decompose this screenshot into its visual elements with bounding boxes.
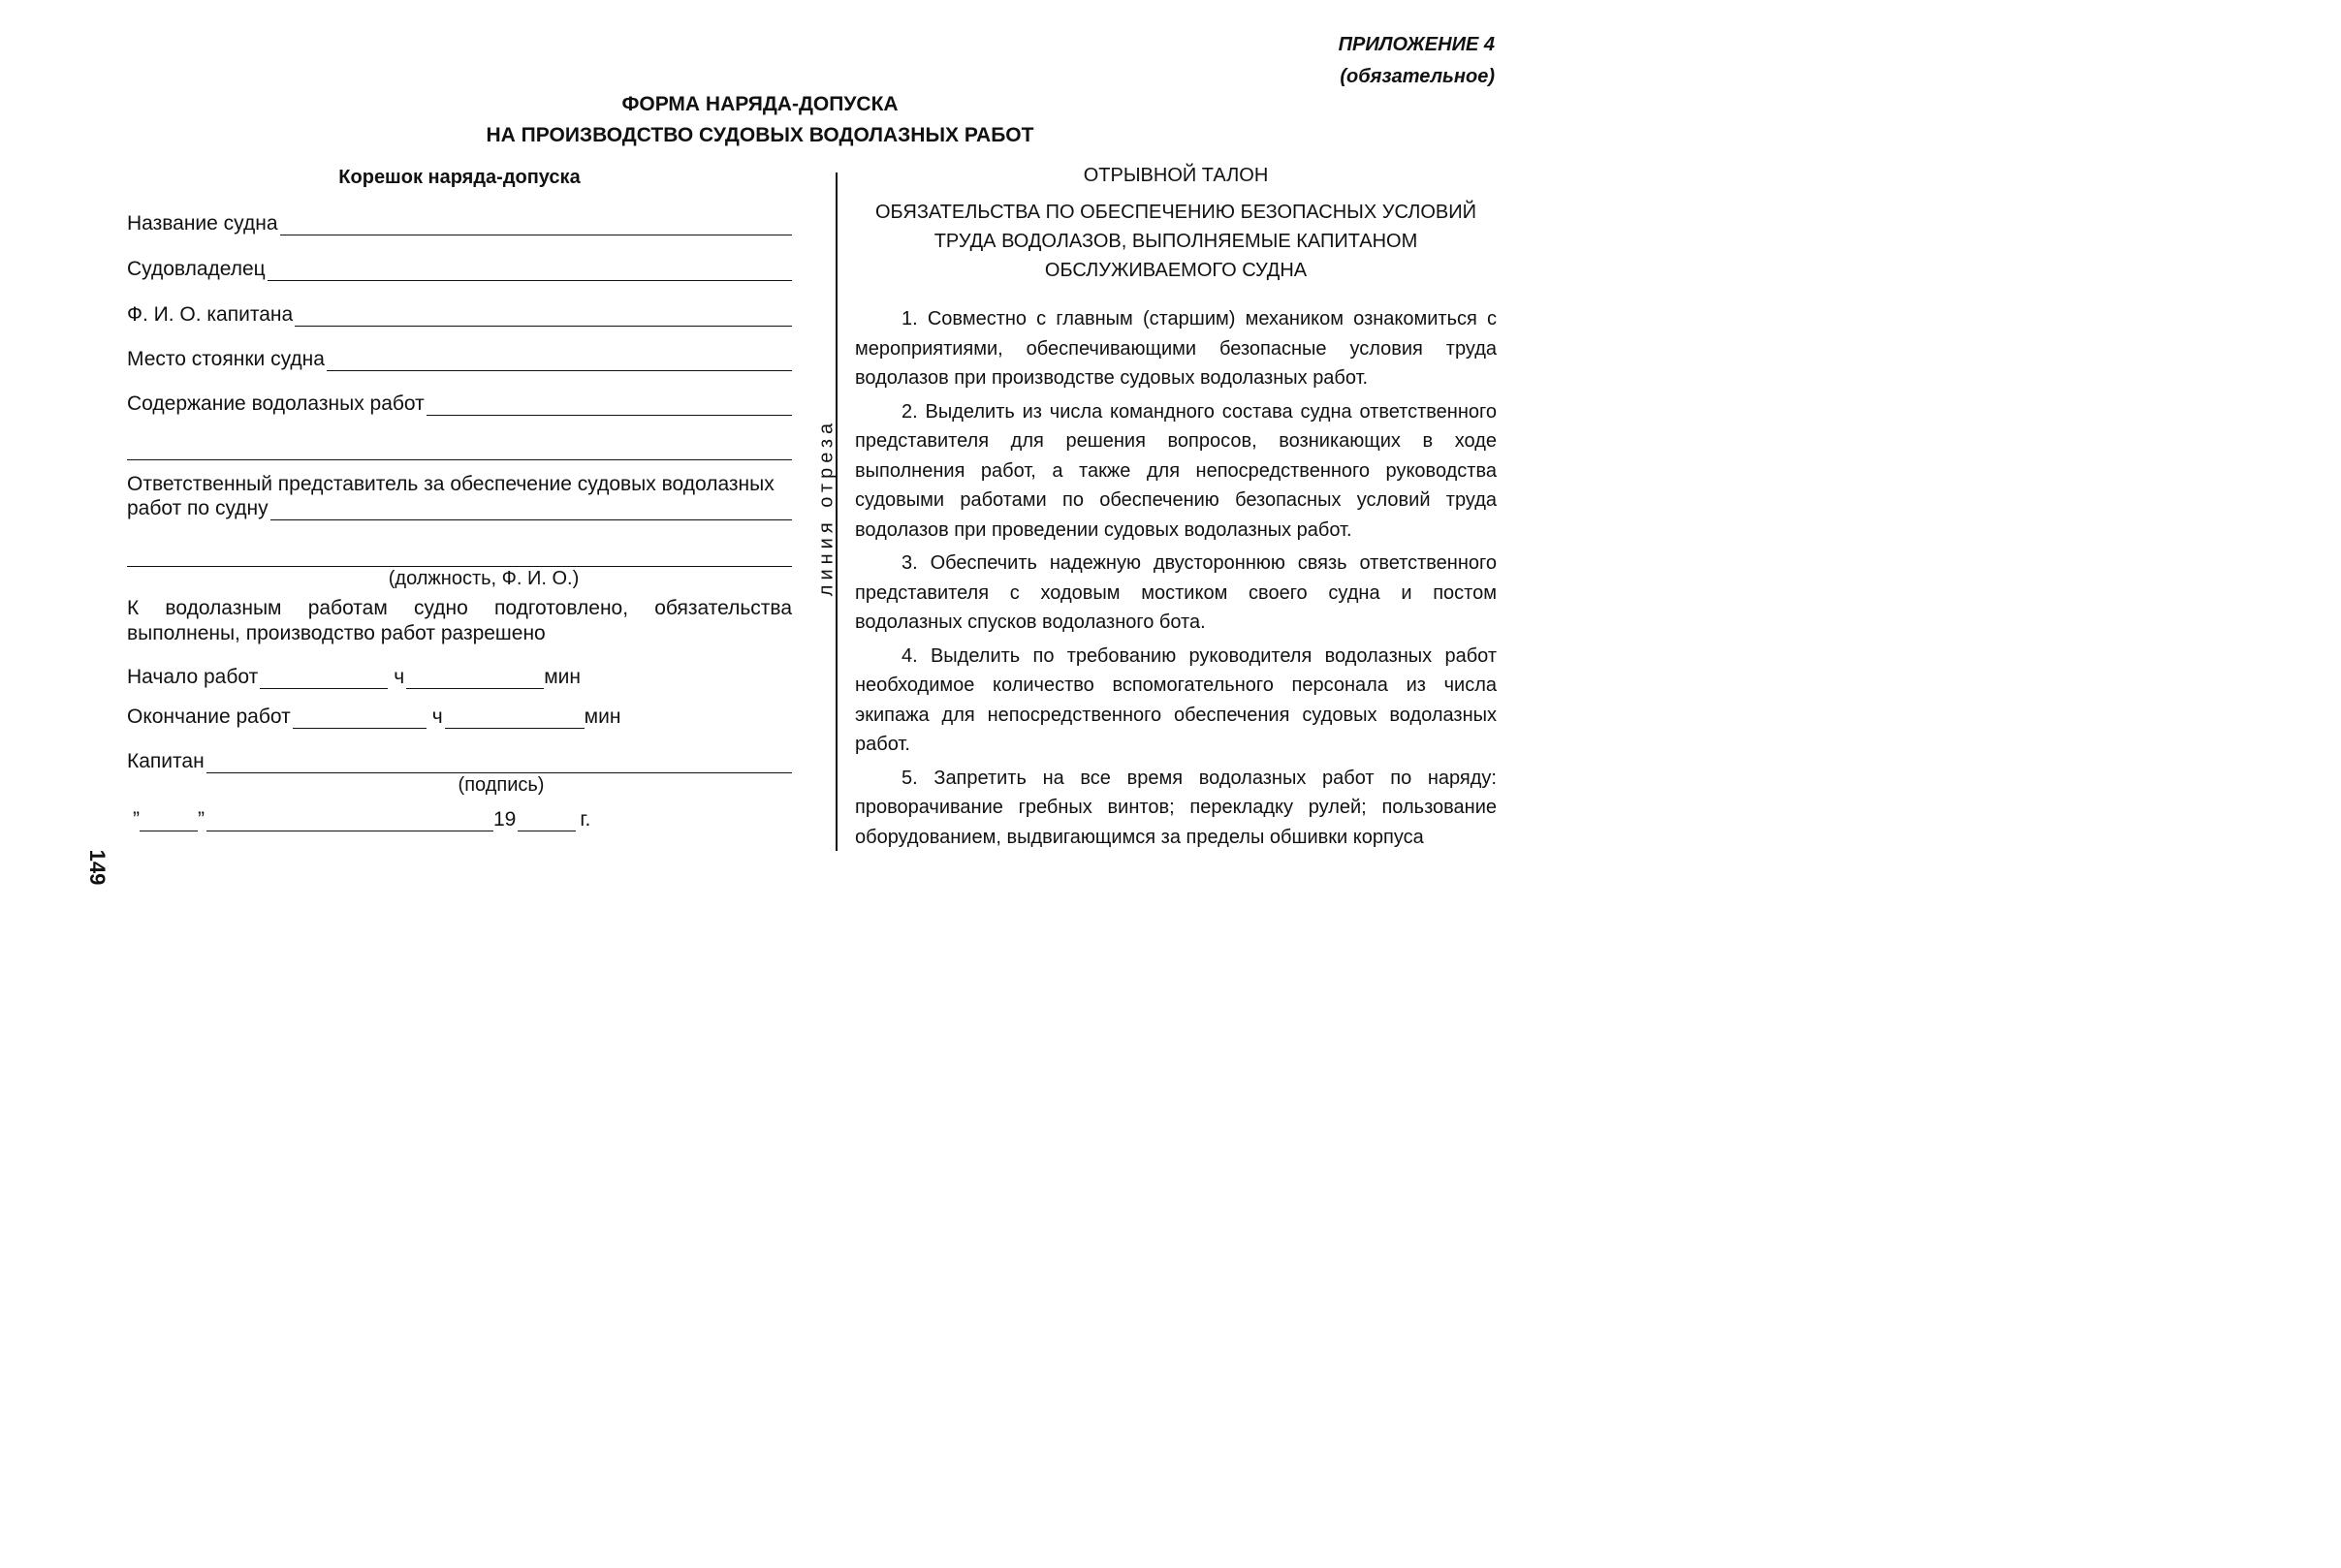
responsible-label-line-2: работ по судну [127,497,269,519]
appendix-label [1339,29,1495,93]
captain-label: Капитан [127,750,205,772]
obligation-item-1: 1. Совместно с главным (старшим) механиком ознакомиться с мероприятиями, обеспечивающими безопасные условия труда водолазов при производстве судовых водолазных работ. [855,308,1497,389]
obligation-item-2: 2. Выделить из числа командного состава судна ответственного представителя для решения вопросов, возникающих в ходе выполнения работ, а также для непосредственного руководства судовыми работами по обеспечению безопасных условий труда водолазов при проведении судовых водолазных работ. [855,400,1497,541]
date-field[interactable] [127,808,792,831]
end-hour-unit: ч [431,706,443,728]
berth-field[interactable] [127,348,792,371]
ready-text: К водолазным работам судно подготовлено, обязательства выполнены, производство работ разрешено [127,597,792,644]
obligation-item-3: 3. Обеспечить надежную двустороннюю связь ответственного представителя с ходовым мостиком своего судна и постом водолазных спусков водолазного бота. [855,552,1497,633]
date-year-prefix: 19 [493,808,517,831]
appendix-status: (обязательное) [1340,66,1495,87]
stub-section [127,165,792,831]
start-minute-unit: мин [544,666,581,688]
start-time-field[interactable] [127,666,792,689]
date-month-line[interactable] [206,809,493,831]
ship-name-line[interactable] [280,213,792,235]
start-hour-unit: ч [394,666,405,688]
date-quote-open: ” [133,808,140,831]
obligation-item-4: 4. Выделить по требованию руководителя водолазных работ необходимое количество вспомогательного персонала из числа экипажа для непосредственного обеспечения судовых водолазных работ. [855,644,1497,755]
title-line-2: НА ПРОИЗВОДСТВО СУДОВЫХ ВОДОЛАЗНЫХ РАБОТ [486,124,1034,146]
ship-name-field[interactable] [127,212,792,235]
page-number-text: 149 [85,849,110,886]
works-label: Содержание водолазных работ [127,392,425,415]
captain-signature-field[interactable] [127,750,792,773]
obligation-item-5: 5. Запретить на все время водолазных работ по наряду: проворачивание гребных винтов; перекладку рулей; пользование оборудованием, выдвигающимся за пределы обшивки корпуса [855,767,1497,848]
end-label: Окончание работ [127,706,291,728]
owner-field[interactable] [127,258,792,281]
stub-heading: Корешок наряда-допуска [338,167,581,188]
date-quote-close: ” [198,808,205,831]
tear-off-subheading: ОБЯЗАТЕЛЬСТВА ПО ОБЕСПЕЧЕНИЮ БЕЗОПАСНЫХ УСЛОВИЙ ТРУДА ВОДОЛАЗОВ, ВЫПОЛНЯЕМЫЕ КАПИТАНОМ ОБСЛУЖИВАЕМОГО СУДНА [874,202,1477,281]
captain-signature-line[interactable] [206,751,792,773]
owner-line[interactable] [268,259,792,281]
responsible-field[interactable] [127,497,792,520]
responsible-label-line-1: Ответственный представитель за обеспечение судовых водолазных [127,473,775,495]
cut-line-text: линия отреза [815,418,838,597]
date-day-line[interactable] [140,809,198,831]
date-year-line[interactable] [518,809,576,831]
end-hour-line[interactable] [293,706,427,729]
ship-name-label: Название судна [127,212,278,235]
start-minute-line[interactable] [406,667,544,689]
cut-line-label [812,417,841,601]
works-field[interactable] [127,392,792,416]
title-line-1: ФОРМА НАРЯДА-ДОПУСКА [621,93,899,115]
works-line[interactable] [427,393,792,416]
responsible-line[interactable] [270,498,792,520]
captain-name-field[interactable] [127,303,792,327]
captain-name-line[interactable] [295,304,792,327]
end-minute-line[interactable] [445,706,585,729]
date-year-suffix: г. [580,808,591,831]
owner-label: Судовладелец [127,258,266,280]
end-minute-unit: мин [584,706,621,728]
tear-off-heading: ОТРЫВНОЙ ТАЛОН [1083,165,1269,186]
start-label: Начало работ [127,666,259,688]
document-title [0,89,1520,151]
appendix-number: ПРИЛОЖЕНИЕ 4 [1338,34,1495,55]
page-number [78,849,116,894]
tear-off-section [855,161,1497,852]
signature-caption: (подпись) [458,774,545,796]
position-caption: (должность, Ф. И. О.) [388,568,580,589]
captain-name-label: Ф. И. О. капитана [127,303,294,326]
end-time-field[interactable] [127,706,792,729]
berth-line[interactable] [327,349,792,371]
start-hour-line[interactable] [260,667,388,689]
berth-label: Место стоянки судна [127,348,325,370]
